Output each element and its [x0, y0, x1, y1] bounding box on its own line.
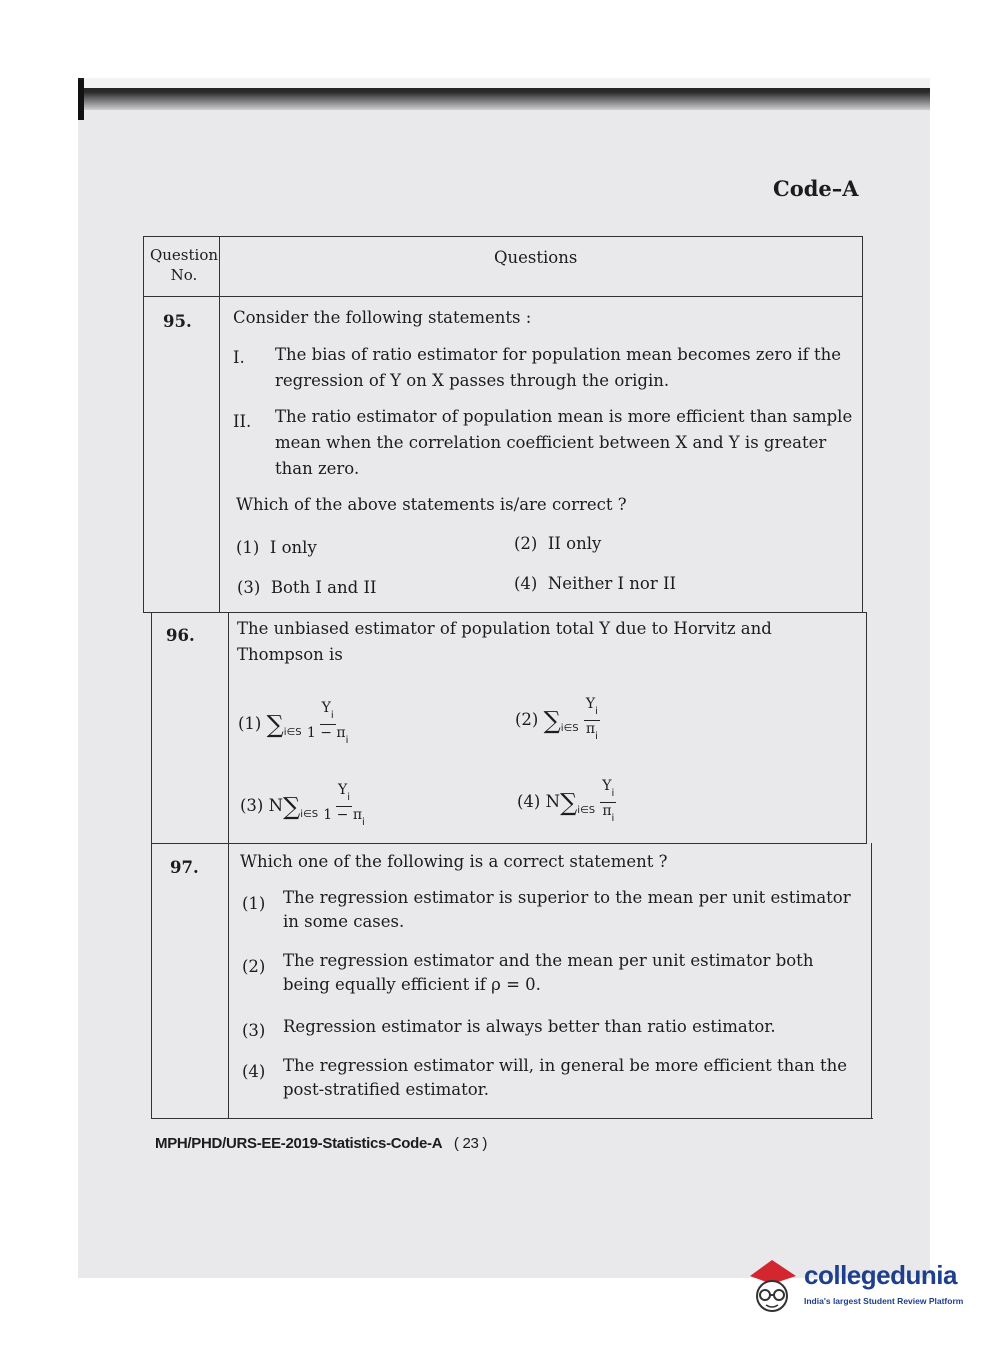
q96-option-1	[238, 700, 348, 749]
table-right-border	[866, 612, 867, 844]
scan-top-edge	[84, 78, 930, 88]
table-column-divider	[228, 612, 229, 1118]
numerator-y: Y	[585, 696, 596, 712]
scan-left-edge	[78, 80, 84, 120]
q96-option-4	[517, 778, 616, 827]
logo-tagline: India's largest Student Review Platform	[804, 1296, 964, 1306]
statement-1-text: The bias of ratio estimator for population mean becomes zero if the regression of Y on X passes through the origin.	[275, 345, 842, 390]
page-footer	[155, 1135, 487, 1152]
question-number-96: 96.	[166, 626, 195, 645]
q97-option-4-label: (4)	[242, 1062, 266, 1081]
numerator-y: Y	[321, 700, 331, 716]
q96-option-2-label: (2)	[515, 710, 539, 729]
q96-option-2	[515, 696, 600, 745]
subscript-i: i	[330, 710, 334, 721]
population-size-n: N	[268, 796, 284, 815]
question-number-97: 97.	[170, 858, 199, 877]
q95-option-4: (4) Neither I nor II	[514, 574, 676, 593]
q97-option-3-label: (3)	[242, 1021, 266, 1040]
sum-index: i∈S	[283, 727, 302, 738]
statement-2-text: The ratio estimator of population mean is more efficient than sample mean when the correlation coefficient between X and Y is greater than zero.	[275, 407, 853, 478]
table-right-border	[871, 843, 872, 1119]
table-left-border	[151, 612, 152, 1118]
subscript-i: i	[595, 731, 598, 742]
sum-symbol: ∑	[560, 788, 578, 817]
sum-index: i∈S	[560, 723, 579, 734]
fraction	[307, 700, 349, 749]
table-header-divider	[143, 296, 863, 297]
q95-option-2: (2) II only	[514, 534, 602, 553]
population-size-n: N	[545, 792, 561, 811]
mascot-icon	[744, 1254, 802, 1320]
table-column-divider	[219, 236, 220, 613]
denominator: π	[602, 803, 612, 819]
table-row-divider	[150, 612, 867, 613]
subscript-i: i	[611, 788, 615, 799]
q95-option-3: (3) Both I and II	[237, 578, 377, 597]
sum-symbol: ∑	[543, 706, 561, 735]
fraction	[584, 696, 600, 745]
q97-option-2-text: The regression estimator and the mean per unit estimator both being equally efficient if ρ = 0.	[283, 951, 814, 994]
q96-option-3	[240, 782, 365, 831]
numerator-y: Y	[602, 778, 612, 794]
subscript-i: i	[611, 813, 615, 824]
sum-index: i∈S	[577, 805, 596, 816]
q97-option-1-label: (1)	[242, 894, 266, 913]
numerator-y: Y	[338, 782, 348, 798]
paper-code: Code–A	[773, 176, 859, 201]
q97-option-2-label: (2)	[242, 957, 266, 976]
fraction	[323, 782, 365, 831]
statement-1-label: I.	[233, 348, 245, 367]
table-bottom-border	[151, 1118, 873, 1119]
sum-index: i∈S	[300, 809, 319, 820]
q96-option-3-label: (3)	[240, 796, 264, 815]
statement-2-label: II.	[233, 412, 252, 431]
q96-option-1-label: (1)	[238, 714, 262, 733]
denominator: 1 − π	[306, 725, 346, 741]
collegedunia-logo[interactable]	[744, 1254, 974, 1320]
q96-option-4-label: (4)	[517, 792, 541, 811]
q97-option-1-text: The regression estimator is superior to the mean per unit estimator in some cases.	[283, 888, 851, 931]
question-96-stem: The unbiased estimator of population total Y due to Horvitz and Thompson is	[237, 619, 772, 664]
column-header-questions: Questions	[494, 248, 578, 267]
subscript-i: i	[595, 706, 598, 717]
column-header-question-no: Question No.	[149, 246, 219, 284]
question-95-stem: Consider the following statements :	[233, 308, 532, 327]
denominator: 1 − π	[323, 807, 363, 823]
footer-paper-code: MPH/PHD/URS-EE-2019-Statistics-Code-A	[155, 1135, 443, 1152]
q97-option-3-text: Regression estimator is always better than ratio estimator.	[283, 1017, 776, 1036]
sum-symbol: ∑	[283, 792, 301, 821]
sum-symbol: ∑	[266, 710, 284, 739]
q97-option-4-text: The regression estimator will, in general be more efficient than the post-stratified estimator.	[283, 1056, 847, 1099]
subscript-i: i	[347, 792, 351, 803]
fraction	[600, 778, 616, 827]
q95-option-1: (1) I only	[236, 538, 317, 557]
question-95-prompt: Which of the above statements is/are correct ?	[236, 495, 627, 514]
subscript-i: i	[345, 735, 349, 746]
subscript-i: i	[362, 817, 365, 828]
logo-wordmark: collegedunia	[804, 1260, 957, 1290]
question-97-stem: Which one of the following is a correct statement ?	[240, 852, 668, 871]
denominator: π	[585, 721, 596, 737]
question-number-95: 95.	[163, 312, 192, 331]
table-row-divider	[151, 843, 867, 844]
page-number: ( 23 )	[453, 1135, 488, 1152]
